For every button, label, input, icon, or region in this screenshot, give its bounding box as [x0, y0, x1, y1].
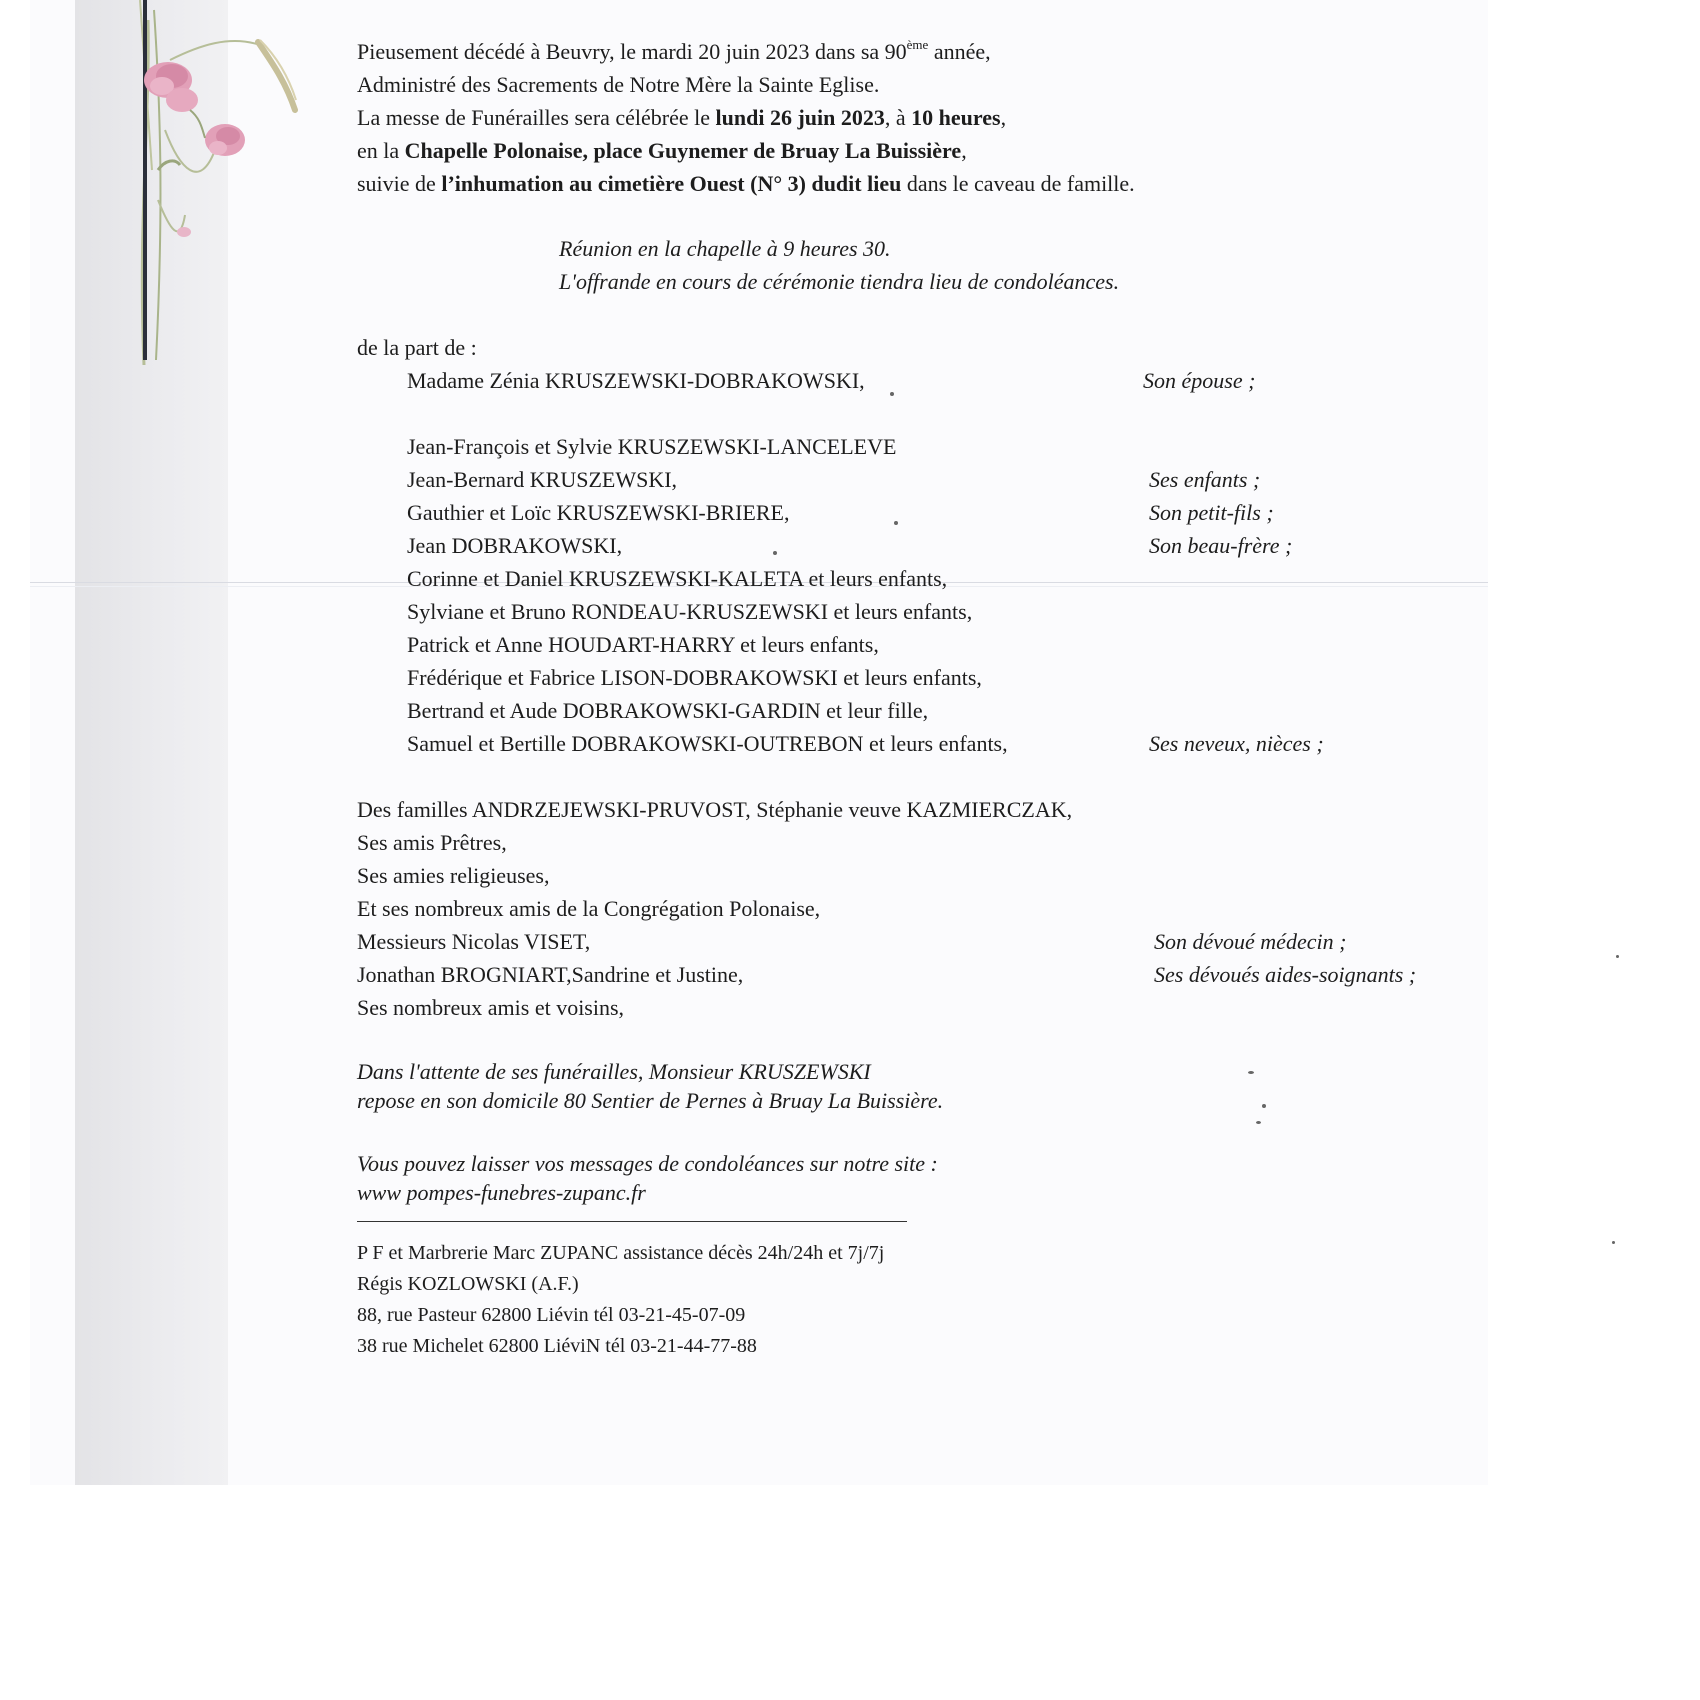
other-mourner-row — [357, 793, 1467, 826]
other-mourner-name: Des familles ANDRZEJEWSKI-PRUVOST, Stéphanie veuve KAZMIERCZAK, — [357, 797, 1073, 822]
family-member-relation: Ses enfants ; — [1149, 467, 1261, 492]
family-member-row — [357, 496, 1467, 529]
website-line-1: Vous pouvez laisser vos messages de condoléances sur notre site : — [357, 1151, 938, 1176]
family-member-name: Gauthier et Loïc KRUSZEWSKI-BRIERE, — [407, 500, 790, 525]
family-member-row — [357, 661, 1467, 694]
other-mourner-row — [357, 958, 1467, 991]
other-mourner-row — [357, 991, 1467, 1024]
mass-connector: , à — [884, 105, 912, 130]
scan-speck — [1256, 1121, 1261, 1124]
other-mourner-row — [357, 925, 1467, 958]
family-member-name: Bertrand et Aude DOBRAKOWSKI-GARDIN et leur fille, — [407, 698, 929, 723]
burial-location: l’inhumation au cimetière Ouest (N° 3) dudit lieu — [441, 171, 902, 196]
mass-time: 10 heures — [911, 105, 1001, 130]
other-mourner-relation: Ses dévoués aides-soignants ; — [1154, 962, 1417, 987]
other-mourner-name: Jonathan BROGNIART,Sandrine et Justine, — [357, 962, 744, 987]
location-end: , — [961, 138, 967, 163]
location-prefix: en la — [357, 138, 405, 163]
family-members-list — [357, 430, 1467, 760]
website-link[interactable]: www pompes-funebres-zupanc.fr — [357, 1180, 646, 1205]
death-notice-text: Pieusement décédé à Beuvry, le mardi 20 juin 2023 dans sa 90 — [357, 39, 907, 64]
scan-speck — [894, 521, 898, 525]
family-member-relation: Ses neveux, nièces ; — [1149, 731, 1324, 756]
family-member-name: Patrick et Anne HOUDART-HARRY et leurs enfants, — [407, 632, 879, 657]
family-member-name: Sylviane et Bruno RONDEAU-KRUSZEWSKI et leurs enfants, — [407, 599, 973, 624]
family-member-name: Corinne et Daniel KRUSZEWSKI-KALETA et leurs enfants, — [407, 566, 948, 591]
scan-speck — [773, 551, 777, 555]
announcement-line-2: Administré des Sacrements de Notre Mère la Sainte Eglise. — [357, 72, 880, 97]
repose-line-2: repose en son domicile 80 Sentier de Pernes à Bruay La Buissière. — [357, 1088, 944, 1113]
others-list — [357, 793, 1467, 1024]
obituary-text — [357, 35, 1467, 1362]
scan-speck — [1248, 1071, 1254, 1074]
family-member-relation: Son beau-frère ; — [1149, 533, 1293, 558]
family-member-row — [357, 694, 1467, 727]
spouse-name: Madame Zénia KRUSZEWSKI-DOBRAKOWSKI, — [407, 368, 865, 393]
scan-speck — [1262, 1104, 1266, 1108]
family-member-name: Frédérique et Fabrice LISON-DOBRAKOWSKI et leurs enfants, — [407, 665, 982, 690]
floral-cross-decoration — [110, 0, 300, 370]
announcement-line-4 — [357, 134, 1467, 167]
other-mourner-relation: Son dévoué médecin ; — [1154, 929, 1347, 954]
family-member-row — [357, 430, 1467, 463]
other-mourner-name: Et ses nombreux amis de la Congrégation Polonaise, — [357, 896, 821, 921]
family-member-name: Jean-Bernard KRUSZEWSKI, — [407, 467, 678, 492]
scan-speck — [1616, 955, 1619, 958]
footer-line-4: 38 rue Michelet 62800 LiéviN tél 03-21-44-77-88 — [357, 1335, 757, 1357]
footer-divider — [357, 1221, 907, 1222]
mass-location: Chapelle Polonaise, place Guynemer de Bruay La Buissière — [404, 138, 962, 163]
other-mourner-name: Ses nombreux amis et voisins, — [357, 995, 625, 1020]
burial-prefix: suivie de — [357, 171, 442, 196]
announcement-line-3 — [357, 101, 1467, 134]
announcement-line-5 — [357, 167, 1467, 200]
other-mourner-row — [357, 859, 1467, 892]
family-member-row — [357, 727, 1467, 760]
other-mourner-row — [357, 892, 1467, 925]
other-mourner-name: Messieurs Nicolas VISET, — [357, 929, 591, 954]
family-member-name: Jean DOBRAKOWSKI, — [407, 533, 623, 558]
announcement-line-1 — [357, 35, 1467, 68]
family-member-row — [357, 595, 1467, 628]
footer-line-2: Régis KOZLOWSKI (A.F.) — [357, 1273, 579, 1295]
family-member-row — [357, 628, 1467, 661]
meeting-line-2: L'offrande en cours de cérémonie tiendra lieu de condoléances. — [559, 269, 1120, 294]
mass-date: lundi 26 juin 2023 — [715, 105, 885, 130]
burial-end: dans le caveau de famille. — [901, 171, 1135, 196]
mass-end: , — [1000, 105, 1007, 130]
family-member-row — [357, 463, 1467, 496]
family-member-name: Jean-François et Sylvie KRUSZEWSKI-LANCELEVE — [407, 434, 897, 459]
repose-line-1: Dans l'attente de ses funérailles, Monsieur KRUSZEWSKI — [357, 1059, 871, 1084]
family-member-relation: Son petit-fils ; — [1149, 500, 1274, 525]
mass-text: La messe de Funérailles sera célébrée le — [357, 105, 716, 130]
other-mourner-name: Ses amis Prêtres, — [357, 830, 507, 855]
other-mourner-name: Ses amies religieuses, — [357, 863, 550, 888]
scan-speck — [1612, 1241, 1615, 1244]
meeting-line-1: Réunion en la chapelle à 9 heures 30. — [559, 236, 891, 261]
family-member-name: Samuel et Bertille DOBRAKOWSKI-OUTREBON et leurs enfants, — [407, 731, 1008, 756]
death-notice-end: année, — [928, 39, 991, 64]
ordinal-suffix: ème — [906, 36, 929, 52]
spouse-row — [357, 364, 1467, 397]
family-intro: de la part de : — [357, 335, 477, 360]
cross-vertical-bar — [143, 0, 147, 360]
footer-line-3: 88, rue Pasteur 62800 Liévin tél 03-21-45-07-09 — [357, 1304, 746, 1326]
funeral-home-footer — [357, 1238, 1467, 1362]
family-member-row — [357, 529, 1467, 562]
other-mourner-row — [357, 826, 1467, 859]
footer-line-1: P F et Marbrerie Marc ZUPANC assistance décès 24h/24h et 7j/7j — [357, 1242, 885, 1264]
scan-speck — [890, 392, 894, 396]
family-member-row — [357, 562, 1467, 595]
spouse-relation: Son épouse ; — [1143, 368, 1256, 393]
